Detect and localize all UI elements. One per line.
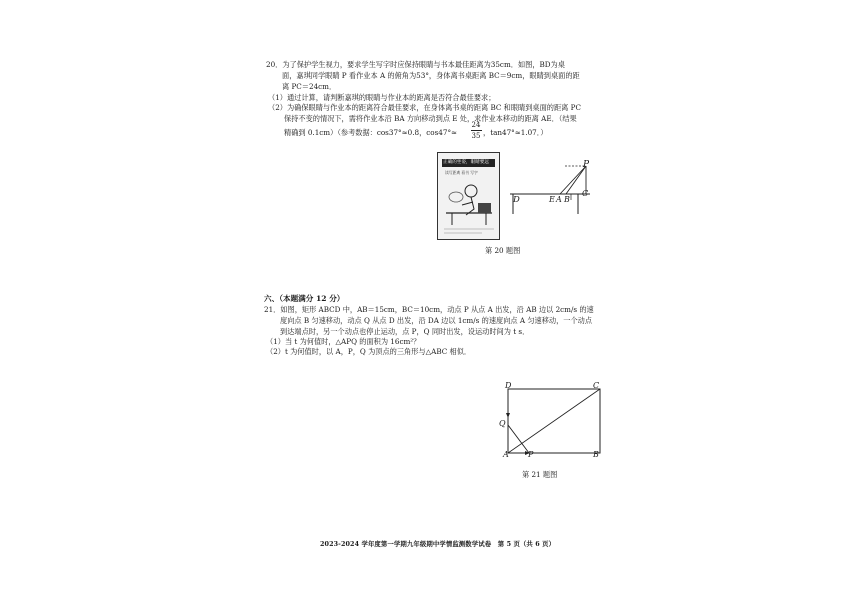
- q21-label-C: C: [593, 381, 600, 390]
- q20-part1: （1）通过计算，请判断嘉琪的眼睛与作业本的距离是否符合最佳要求；: [268, 93, 496, 102]
- poster-subtitle: 读写距离 看书 写字: [445, 170, 478, 175]
- q20-part2b: 保持不变的情况下，需将作业本沿 BA 方向移动到点 E 处，求作业本移动的距离 AE．（结果: [284, 114, 577, 123]
- poster-title: 正确的坐姿，眼睛要远: [443, 160, 489, 165]
- q21-label-D: D: [505, 381, 512, 390]
- fraction-bar: [471, 130, 482, 131]
- page-footer: 2023-2024 学年度第一学期九年级期中学情监测数学试卷 第 5 页（共 6 页）: [320, 540, 556, 548]
- poster-figure-drawing: [438, 153, 499, 239]
- fraction-numerator: 24: [471, 121, 481, 129]
- q20-label-E: E: [549, 195, 555, 204]
- q21-label-Q: Q: [499, 419, 506, 428]
- q21-label-B: B: [593, 450, 599, 459]
- q20-part2c-left: 精确到 0.1cm）（参考数据：cos37°≈0.8，cos47°≈: [284, 128, 458, 137]
- q20-line2: 面，嘉琪同学眼睛 P 看作业本 A 的俯角为53°，身体离书桌距离 BC＝9cm，眼睛到桌面的距: [282, 71, 580, 80]
- q21-line3: 到达端点时，另一个动点也停止运动，点 P，Q 同时出发，设运动时间为 t s．: [280, 327, 530, 336]
- posture-poster-image: [437, 152, 500, 240]
- q20-label-B: B: [564, 195, 570, 204]
- q20-label-A: A: [556, 195, 562, 204]
- q20-part2c-right: ，tan47°≈1.07．）: [483, 128, 548, 137]
- section-heading: 六、（本题满分 12 分）: [264, 294, 345, 303]
- q21-line2: 度向点 B 匀速移动，动点 Q 从点 D 出发，沿 DA 边以 1cm/s 的速度向点 A 匀速移动，一个动点: [280, 316, 593, 325]
- q20-figure-caption: 第 20 题图: [485, 246, 521, 255]
- q20-part2a: （2）为确保眼睛与作业本的距离符合最佳要求，在身体离书桌的距离 BC 和眼睛到桌面的距离 PC: [268, 103, 581, 112]
- q21-rectangle-figure: [505, 385, 605, 457]
- q20-label-P: P: [583, 160, 590, 170]
- fraction-denominator: 35: [471, 132, 481, 140]
- q20-label-C: C: [582, 189, 589, 198]
- q21-label-P: P: [528, 450, 534, 459]
- q21-figure-caption: 第 21 题图: [522, 470, 558, 479]
- q21-part2: （2）t 为何值时，以 A，P，Q 为顶点的三角形与△ABC 相似．: [266, 347, 472, 356]
- q21-label-A: A: [503, 450, 509, 459]
- q20-label-D: D: [513, 195, 520, 205]
- q21-line1: 21．如图，矩形 ABCD 中，AB＝15cm，BC＝10cm，动点 P 从点 A 出发，沿 AB 边以 2cm/s 的速: [264, 305, 594, 314]
- q21-part1: （1）当 t 为何值时，△APQ 的面积为 16cm²？: [266, 337, 421, 346]
- q20-line1: 20．为了保护学生视力，要求学生写字时应保持眼睛与书本最佳距离为35cm．如图，BD为桌: [266, 60, 565, 69]
- q20-line3: 离 PC＝24cm．: [282, 82, 337, 91]
